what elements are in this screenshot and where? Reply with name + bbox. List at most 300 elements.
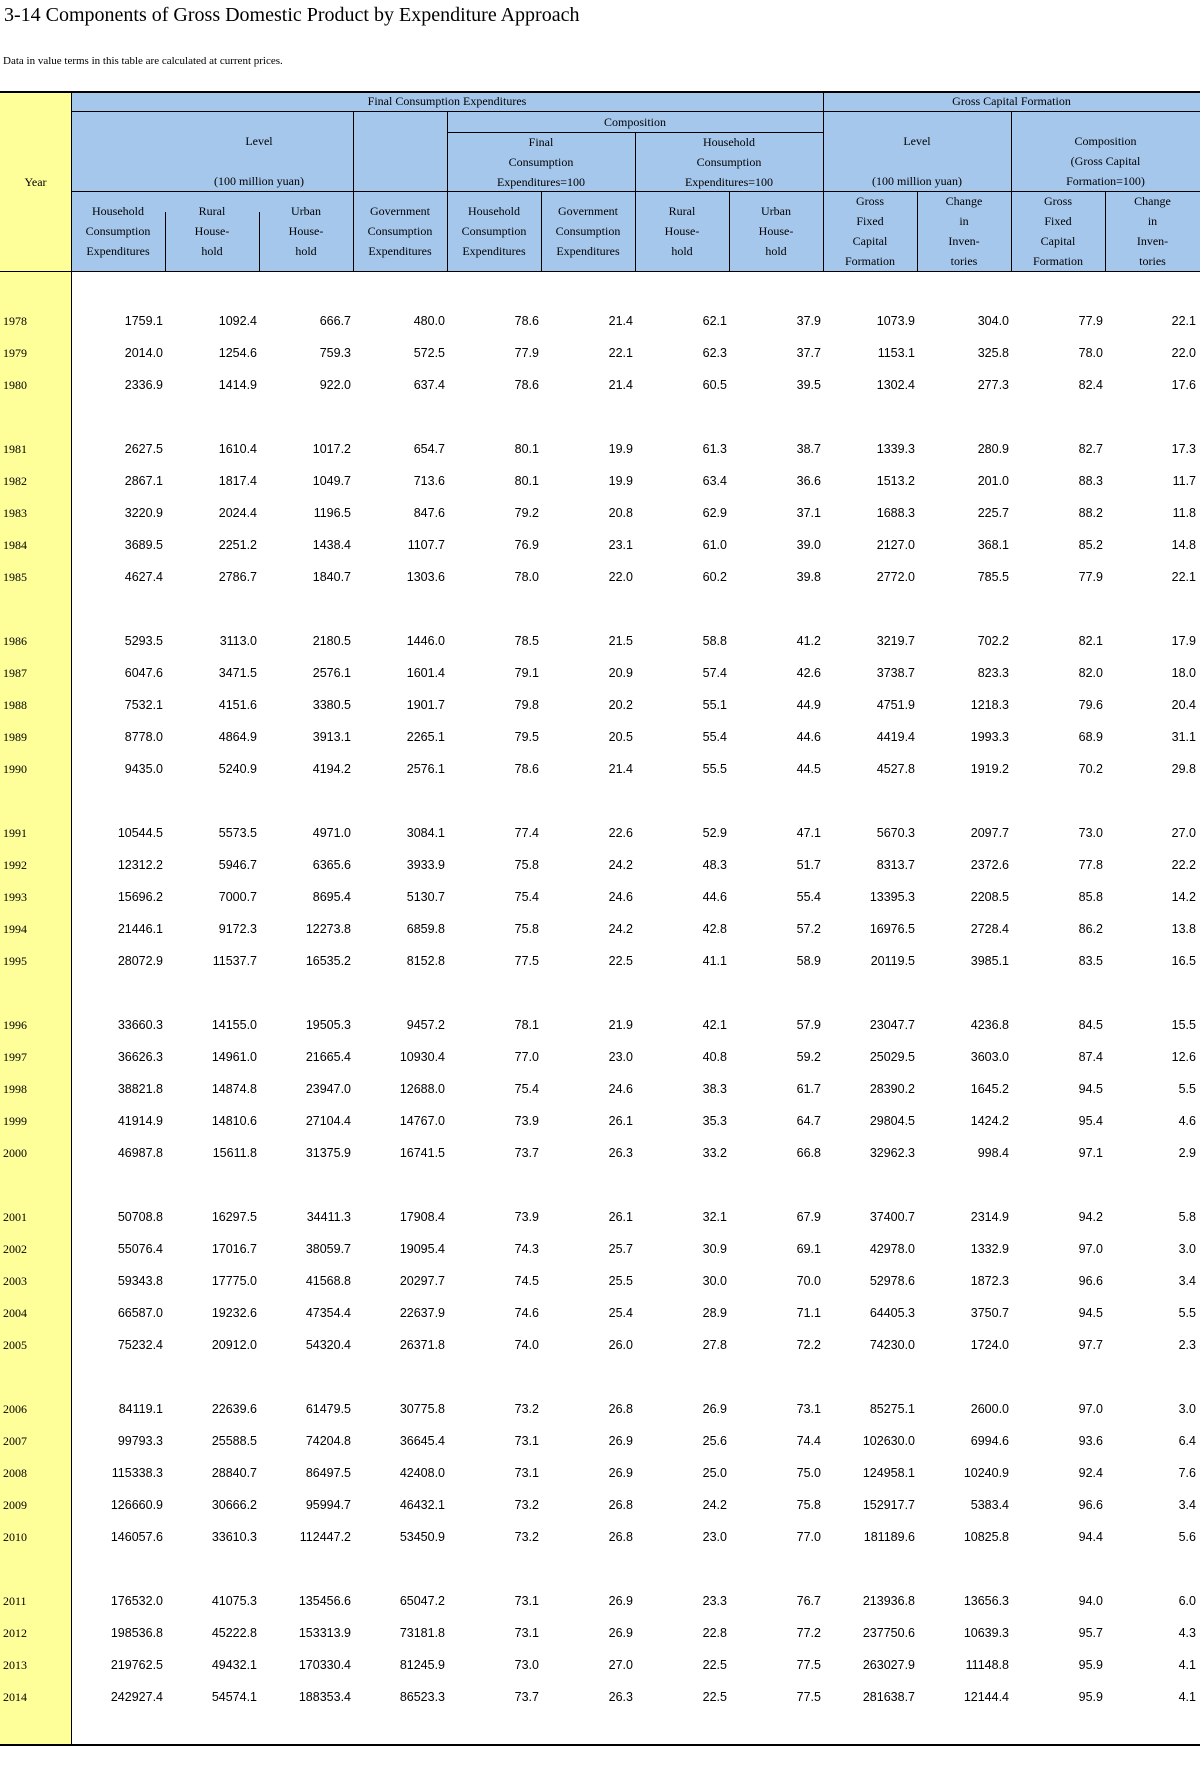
- year-cell: 1978: [3, 314, 27, 328]
- urban-household-cell: 922.0: [319, 378, 351, 392]
- rural-household-cell: 4864.9: [218, 730, 257, 744]
- data-table: [0, 91, 1200, 1746]
- urban-household-cell: 170330.4: [298, 1658, 351, 1672]
- government-consumption-cell: 19095.4: [399, 1242, 445, 1256]
- change-inventories-cell: 325.8: [977, 346, 1009, 360]
- change-inventories-share-cell: 4.1: [1178, 1658, 1196, 1672]
- col-header-change-inventories: Change in Inven- tories: [945, 194, 983, 268]
- table-row: [0, 1143, 1200, 1163]
- gross-fixed-capital-share-cell: 82.0: [1078, 666, 1103, 680]
- government-share-cell: 25.5: [608, 1274, 633, 1288]
- col-header-urban-share: Urban House- hold: [758, 204, 794, 258]
- urban-household-cell: 54320.4: [305, 1338, 351, 1352]
- gross-fixed-capital-share-cell: 83.5: [1078, 954, 1103, 968]
- year-cell: 1988: [3, 698, 27, 712]
- rural-household-cell: 15611.8: [212, 1146, 257, 1160]
- gross-fixed-capital-share-cell: 84.5: [1078, 1018, 1103, 1032]
- urban-household-cell: 47354.4: [305, 1306, 351, 1320]
- gross-fixed-capital-cell: 25029.5: [869, 1050, 915, 1064]
- government-consumption-cell: 9457.2: [406, 1018, 445, 1032]
- rural-household-cell: 14961.0: [211, 1050, 257, 1064]
- government-consumption-cell: 1303.6: [406, 570, 445, 584]
- household-share-cell: 78.6: [514, 378, 539, 392]
- gross-fixed-capital-cell: 4751.9: [876, 698, 915, 712]
- gross-fixed-capital-cell: 181189.6: [863, 1530, 915, 1544]
- household-consumption-cell: 28072.9: [117, 954, 163, 968]
- urban-household-cell: 1438.4: [312, 538, 351, 552]
- rural-share-cell: 55.4: [702, 730, 727, 744]
- year-cell: 2002: [3, 1242, 27, 1256]
- government-share-cell: 25.7: [608, 1242, 633, 1256]
- rural-household-cell: 5946.7: [218, 858, 257, 872]
- government-share-cell: 24.2: [608, 858, 633, 872]
- change-inventories-cell: 2372.6: [970, 858, 1009, 872]
- gross-fixed-capital-share-cell: 93.6: [1078, 1434, 1103, 1448]
- change-inventories-cell: 201.0: [977, 474, 1009, 488]
- final-consumption-composition-header: Final Consumption Expenditures=100: [496, 134, 586, 189]
- urban-household-cell: 112447.2: [299, 1530, 351, 1544]
- rural-share-cell: 42.1: [702, 1018, 727, 1032]
- household-consumption-cell: 9435.0: [124, 762, 163, 776]
- table-row: [0, 855, 1200, 875]
- government-consumption-cell: 480.0: [413, 314, 445, 328]
- change-inventories-share-cell: 3.0: [1178, 1402, 1196, 1416]
- change-inventories-cell: 277.3: [977, 378, 1009, 392]
- rural-household-cell: 1817.4: [218, 474, 257, 488]
- gross-fixed-capital-cell: 263027.9: [862, 1658, 915, 1672]
- government-consumption-cell: 86523.3: [399, 1690, 445, 1704]
- urban-share-cell: 66.8: [796, 1146, 821, 1160]
- government-consumption-cell: 847.6: [413, 506, 445, 520]
- rural-share-cell: 55.5: [702, 762, 727, 776]
- urban-share-cell: 42.6: [796, 666, 821, 680]
- change-inventories-cell: 785.5: [977, 570, 1009, 584]
- household-share-cell: 75.8: [514, 922, 539, 936]
- rural-share-cell: 55.1: [702, 698, 727, 712]
- gross-fixed-capital-share-cell: 73.0: [1078, 826, 1103, 840]
- government-consumption-cell: 46432.1: [399, 1498, 445, 1512]
- government-share-cell: 22.1: [608, 346, 633, 360]
- gross-fixed-capital-cell: 1153.1: [877, 346, 915, 360]
- rural-household-cell: 33610.3: [211, 1530, 257, 1544]
- urban-household-cell: 6365.6: [312, 858, 351, 872]
- government-share-cell: 21.9: [608, 1018, 633, 1032]
- rural-share-cell: 62.1: [702, 314, 727, 328]
- year-cell: 1990: [3, 762, 27, 776]
- government-share-cell: 22.0: [608, 570, 633, 584]
- change-inventories-share-cell: 6.0: [1178, 1594, 1196, 1608]
- rural-share-cell: 28.9: [702, 1306, 727, 1320]
- gross-fixed-capital-share-cell: 82.7: [1078, 442, 1103, 456]
- household-consumption-cell: 4627.4: [124, 570, 163, 584]
- government-share-cell: 21.4: [608, 378, 633, 392]
- household-consumption-cell: 2867.1: [124, 474, 163, 488]
- col-header-gross-fixed-capital-share: Gross Fixed Capital Formation: [1033, 194, 1083, 268]
- household-consumption-cell: 8778.0: [124, 730, 163, 744]
- household-share-cell: 73.9: [514, 1210, 539, 1224]
- household-share-cell: 80.1: [514, 474, 539, 488]
- household-share-cell: 78.1: [514, 1018, 539, 1032]
- government-consumption-cell: 3933.9: [406, 858, 445, 872]
- government-consumption-cell: 16741.5: [399, 1146, 445, 1160]
- gross-fixed-capital-share-cell: 88.2: [1078, 506, 1103, 520]
- change-inventories-cell: 1993.3: [970, 730, 1009, 744]
- household-consumption-cell: 36626.3: [117, 1050, 163, 1064]
- gross-fixed-capital-share-cell: 85.8: [1078, 890, 1103, 904]
- household-share-cell: 73.2: [514, 1498, 539, 1512]
- government-consumption-cell: 1446.0: [406, 634, 445, 648]
- year-cell: 1996: [3, 1018, 27, 1032]
- rural-share-cell: 23.3: [702, 1594, 727, 1608]
- rural-household-cell: 28840.7: [211, 1466, 257, 1480]
- urban-share-cell: 57.9: [796, 1018, 821, 1032]
- change-inventories-cell: 11148.8: [965, 1658, 1009, 1672]
- final-consumption-header: Final Consumption Expenditures: [367, 94, 527, 108]
- government-share-cell: 19.9: [608, 474, 633, 488]
- government-consumption-cell: 53450.9: [399, 1530, 445, 1544]
- change-inventories-cell: 280.9: [977, 442, 1009, 456]
- urban-household-cell: 1196.5: [313, 506, 351, 520]
- rural-household-cell: 7000.7: [218, 890, 257, 904]
- gross-fixed-capital-share-cell: 95.4: [1078, 1114, 1103, 1128]
- government-consumption-cell: 1107.7: [407, 538, 445, 552]
- urban-share-cell: 77.5: [796, 1690, 821, 1704]
- gross-fixed-capital-cell: 102630.0: [862, 1434, 915, 1448]
- col-header-government-share: Government Consumption Expenditures: [555, 204, 621, 258]
- urban-household-cell: 759.3: [319, 346, 351, 360]
- table-row: [0, 1079, 1200, 1099]
- rural-household-cell: 1254.6: [218, 346, 257, 360]
- table-row: [0, 695, 1200, 715]
- year-cell: 1999: [3, 1114, 27, 1128]
- change-inventories-cell: 3985.1: [970, 954, 1009, 968]
- government-consumption-cell: 73181.8: [399, 1626, 445, 1640]
- gross-fixed-capital-share-cell: 94.4: [1078, 1530, 1103, 1544]
- urban-household-cell: 2180.5: [312, 634, 351, 648]
- urban-household-cell: 4971.0: [312, 826, 351, 840]
- government-consumption-cell: 713.6: [413, 474, 445, 488]
- household-share-cell: 75.8: [514, 858, 539, 872]
- year-cell: 1995: [3, 954, 27, 968]
- household-share-cell: 80.1: [514, 442, 539, 456]
- year-cell: 1984: [3, 538, 27, 552]
- urban-share-cell: 75.8: [796, 1498, 821, 1512]
- urban-household-cell: 188353.4: [298, 1690, 351, 1704]
- gross-fixed-capital-cell: 37400.7: [869, 1210, 915, 1224]
- change-inventories-share-cell: 7.6: [1178, 1466, 1196, 1480]
- rural-share-cell: 32.1: [702, 1210, 727, 1224]
- table-row: [0, 1655, 1200, 1675]
- gross-fixed-capital-cell: 237750.6: [862, 1626, 915, 1640]
- gross-fixed-capital-cell: 20119.5: [870, 954, 915, 968]
- government-share-cell: 24.2: [608, 922, 633, 936]
- household-consumption-cell: 7532.1: [124, 698, 163, 712]
- gross-fixed-capital-share-cell: 94.5: [1078, 1082, 1103, 1096]
- household-consumption-cell: 176532.0: [110, 1594, 163, 1608]
- rural-share-cell: 62.3: [702, 346, 727, 360]
- household-share-cell: 78.5: [514, 634, 539, 648]
- government-share-cell: 22.5: [608, 954, 633, 968]
- table-row: [0, 1335, 1200, 1355]
- rural-household-cell: 49432.1: [211, 1658, 257, 1672]
- government-share-cell: 26.9: [608, 1626, 633, 1640]
- urban-household-cell: 1049.7: [312, 474, 351, 488]
- urban-household-cell: 61479.5: [305, 1402, 351, 1416]
- gross-fixed-capital-share-cell: 82.1: [1078, 634, 1103, 648]
- household-share-cell: 73.1: [514, 1434, 539, 1448]
- urban-household-cell: 153313.9: [298, 1626, 351, 1640]
- year-cell: 1997: [3, 1050, 27, 1064]
- col-header-household-consumption: Household Consumption Expenditures: [85, 204, 151, 258]
- rural-household-cell: 1610.4: [218, 442, 257, 456]
- government-consumption-cell: 36645.4: [399, 1434, 445, 1448]
- rural-household-cell: 5240.9: [218, 762, 257, 776]
- table-row: [0, 1111, 1200, 1131]
- government-share-cell: 21.4: [608, 314, 633, 328]
- household-share-cell: 73.1: [514, 1626, 539, 1640]
- household-consumption-cell: 99793.3: [117, 1434, 163, 1448]
- change-inventories-share-cell: 22.0: [1171, 346, 1196, 360]
- col-header-rural-household: Rural House- hold: [194, 204, 230, 258]
- gross-fixed-capital-cell: 16976.5: [869, 922, 915, 936]
- government-share-cell: 27.0: [608, 1658, 633, 1672]
- rural-share-cell: 61.0: [702, 538, 727, 552]
- government-share-cell: 24.6: [608, 890, 633, 904]
- household-consumption-cell: 46987.8: [117, 1146, 163, 1160]
- change-inventories-cell: 1424.2: [970, 1114, 1009, 1128]
- government-consumption-cell: 8152.8: [406, 954, 445, 968]
- household-share-cell: 73.2: [514, 1530, 539, 1544]
- household-share-cell: 73.1: [514, 1594, 539, 1608]
- rural-household-cell: 30666.2: [211, 1498, 257, 1512]
- gross-fixed-capital-cell: 85275.1: [869, 1402, 915, 1416]
- household-share-cell: 77.4: [514, 826, 539, 840]
- urban-share-cell: 39.5: [796, 378, 821, 392]
- gross-fixed-capital-cell: 3219.7: [876, 634, 915, 648]
- urban-household-cell: 4194.2: [312, 762, 351, 776]
- urban-share-cell: 74.4: [796, 1434, 821, 1448]
- household-share-cell: 73.7: [514, 1146, 539, 1160]
- change-inventories-share-cell: 5.5: [1178, 1082, 1196, 1096]
- gross-fixed-capital-cell: 281638.7: [862, 1690, 915, 1704]
- table-row: [0, 663, 1200, 683]
- rural-share-cell: 57.4: [702, 666, 727, 680]
- change-inventories-cell: 702.2: [977, 634, 1009, 648]
- table-row: [0, 823, 1200, 843]
- urban-share-cell: 37.7: [796, 346, 821, 360]
- change-inventories-cell: 368.1: [977, 538, 1009, 552]
- table-row: [0, 1463, 1200, 1483]
- change-inventories-cell: 2600.0: [970, 1402, 1009, 1416]
- household-share-cell: 75.4: [514, 1082, 539, 1096]
- table-row: [0, 887, 1200, 907]
- household-share-cell: 79.8: [514, 698, 539, 712]
- year-cell: 2011: [3, 1594, 27, 1608]
- urban-share-cell: 55.4: [796, 890, 821, 904]
- year-cell: 1986: [3, 634, 27, 648]
- urban-share-cell: 75.0: [796, 1466, 821, 1480]
- change-inventories-cell: 4236.8: [970, 1018, 1009, 1032]
- urban-share-cell: 44.5: [796, 762, 821, 776]
- household-share-cell: 79.5: [514, 730, 539, 744]
- government-consumption-cell: 1901.7: [406, 698, 445, 712]
- urban-share-cell: 58.9: [796, 954, 821, 968]
- rural-share-cell: 63.4: [702, 474, 727, 488]
- year-cell: 2010: [3, 1530, 27, 1544]
- table-row: [0, 727, 1200, 747]
- year-cell: 1989: [3, 730, 27, 744]
- gross-fixed-capital-share-cell: 97.0: [1078, 1402, 1103, 1416]
- gross-fixed-capital-share-cell: 97.1: [1078, 1146, 1103, 1160]
- rural-household-cell: 19232.6: [211, 1306, 257, 1320]
- rural-share-cell: 30.9: [702, 1242, 727, 1256]
- urban-share-cell: 44.6: [796, 730, 821, 744]
- urban-household-cell: 3380.5: [312, 698, 351, 712]
- household-consumption-composition-header: Household Consumption Expenditures=100: [684, 134, 774, 189]
- government-share-cell: 26.1: [608, 1210, 633, 1224]
- change-inventories-cell: 304.0: [977, 314, 1009, 328]
- table-row: [0, 1271, 1200, 1291]
- household-consumption-cell: 2336.9: [124, 378, 163, 392]
- change-inventories-cell: 1872.3: [970, 1274, 1009, 1288]
- urban-share-cell: 39.8: [796, 570, 821, 584]
- household-share-cell: 75.4: [514, 890, 539, 904]
- rural-household-cell: 11537.7: [212, 954, 257, 968]
- year-cell: 1998: [3, 1082, 27, 1096]
- col-header-household-share: Household Consumption Expenditures: [461, 204, 527, 258]
- gross-capital-header: Gross Capital Formation: [952, 94, 1071, 108]
- capital-level-header: Level (100 million yuan): [872, 134, 962, 188]
- gross-fixed-capital-share-cell: 77.9: [1078, 570, 1103, 584]
- government-consumption-cell: 14767.0: [399, 1114, 445, 1128]
- household-consumption-cell: 126660.9: [110, 1498, 163, 1512]
- household-consumption-cell: 21446.1: [117, 922, 163, 936]
- rural-share-cell: 44.6: [702, 890, 727, 904]
- urban-household-cell: 34411.3: [306, 1210, 351, 1224]
- page-title: 3-14 Components of Gross Domestic Product by Expenditure Approach: [4, 4, 580, 26]
- year-cell: 2004: [3, 1306, 27, 1320]
- government-share-cell: 20.9: [608, 666, 633, 680]
- change-inventories-cell: 3603.0: [970, 1050, 1009, 1064]
- table-row: [0, 1015, 1200, 1035]
- year-cell: 2013: [3, 1658, 27, 1672]
- rural-share-cell: 52.9: [702, 826, 727, 840]
- government-share-cell: 23.0: [608, 1050, 633, 1064]
- urban-share-cell: 37.1: [796, 506, 821, 520]
- table-row: [0, 1239, 1200, 1259]
- gross-fixed-capital-cell: 124958.1: [862, 1466, 915, 1480]
- government-share-cell: 19.9: [608, 442, 633, 456]
- household-consumption-cell: 115338.3: [111, 1466, 163, 1480]
- year-cell: 1987: [3, 666, 27, 680]
- government-share-cell: 26.9: [608, 1466, 633, 1480]
- change-inventories-share-cell: 15.5: [1171, 1018, 1196, 1032]
- household-share-cell: 73.0: [514, 1658, 539, 1672]
- gross-fixed-capital-cell: 42978.0: [869, 1242, 915, 1256]
- household-consumption-cell: 3220.9: [124, 506, 163, 520]
- rural-household-cell: 2786.7: [218, 570, 257, 584]
- household-consumption-cell: 59343.8: [117, 1274, 163, 1288]
- rural-household-cell: 4151.6: [218, 698, 257, 712]
- gross-fixed-capital-share-cell: 79.6: [1078, 698, 1103, 712]
- gross-fixed-capital-share-cell: 70.2: [1078, 762, 1103, 776]
- household-share-cell: 77.0: [514, 1050, 539, 1064]
- government-consumption-cell: 654.7: [413, 442, 445, 456]
- change-inventories-share-cell: 4.3: [1178, 1626, 1196, 1640]
- government-consumption-cell: 30775.8: [399, 1402, 445, 1416]
- gross-fixed-capital-cell: 1513.2: [876, 474, 915, 488]
- gross-fixed-capital-cell: 13395.3: [869, 890, 915, 904]
- rural-household-cell: 41075.3: [211, 1594, 257, 1608]
- government-consumption-cell: 2576.1: [406, 762, 445, 776]
- change-inventories-cell: 1218.3: [970, 698, 1009, 712]
- change-inventories-share-cell: 11.7: [1172, 474, 1196, 488]
- change-inventories-share-cell: 3.0: [1178, 1242, 1196, 1256]
- urban-household-cell: 135456.6: [298, 1594, 351, 1608]
- urban-household-cell: 666.7: [319, 314, 351, 328]
- table-row: [0, 759, 1200, 779]
- change-inventories-share-cell: 16.5: [1171, 954, 1196, 968]
- government-share-cell: 26.9: [608, 1594, 633, 1608]
- change-inventories-cell: 13656.3: [963, 1594, 1009, 1608]
- table-row: [0, 1527, 1200, 1547]
- government-share-cell: 26.9: [608, 1434, 633, 1448]
- urban-share-cell: 73.1: [796, 1402, 821, 1416]
- government-share-cell: 26.8: [608, 1498, 633, 1512]
- year-cell: 2008: [3, 1466, 27, 1480]
- government-consumption-cell: 81245.9: [399, 1658, 445, 1672]
- urban-household-cell: 95994.7: [305, 1498, 351, 1512]
- change-inventories-share-cell: 14.2: [1171, 890, 1196, 904]
- gross-fixed-capital-cell: 64405.3: [869, 1306, 915, 1320]
- household-share-cell: 78.6: [514, 314, 539, 328]
- household-consumption-cell: 198536.8: [110, 1626, 163, 1640]
- rural-household-cell: 14810.6: [211, 1114, 257, 1128]
- gross-fixed-capital-share-cell: 77.9: [1078, 314, 1103, 328]
- change-inventories-share-cell: 5.8: [1178, 1210, 1196, 1224]
- year-cell: 2007: [3, 1434, 27, 1448]
- household-consumption-cell: 1759.1: [124, 314, 163, 328]
- change-inventories-cell: 10825.8: [963, 1530, 1009, 1544]
- change-inventories-share-cell: 2.3: [1178, 1338, 1196, 1352]
- government-consumption-cell: 3084.1: [406, 826, 445, 840]
- change-inventories-cell: 2728.4: [970, 922, 1009, 936]
- table-row: [0, 1207, 1200, 1227]
- household-consumption-cell: 5293.5: [124, 634, 163, 648]
- change-inventories-share-cell: 4.1: [1178, 1690, 1196, 1704]
- table-row: [0, 951, 1200, 971]
- gross-fixed-capital-share-cell: 95.7: [1078, 1626, 1103, 1640]
- government-consumption-cell: 20297.7: [399, 1274, 445, 1288]
- rural-share-cell: 48.3: [702, 858, 727, 872]
- urban-share-cell: 44.9: [796, 698, 821, 712]
- change-inventories-cell: 2097.7: [970, 826, 1009, 840]
- gross-fixed-capital-share-cell: 86.2: [1078, 922, 1103, 936]
- household-consumption-cell: 75232.4: [117, 1338, 163, 1352]
- urban-share-cell: 37.9: [796, 314, 821, 328]
- government-share-cell: 25.4: [608, 1306, 633, 1320]
- gross-fixed-capital-cell: 1302.4: [876, 378, 915, 392]
- household-consumption-cell: 15696.2: [117, 890, 163, 904]
- change-inventories-share-cell: 17.6: [1171, 378, 1196, 392]
- gross-fixed-capital-share-cell: 85.2: [1078, 538, 1103, 552]
- government-share-cell: 26.8: [608, 1530, 633, 1544]
- change-inventories-cell: 1919.2: [970, 762, 1009, 776]
- government-consumption-cell: 1601.4: [406, 666, 445, 680]
- gross-fixed-capital-cell: 1339.3: [876, 442, 915, 456]
- change-inventories-cell: 998.4: [977, 1146, 1009, 1160]
- government-share-cell: 20.2: [608, 698, 633, 712]
